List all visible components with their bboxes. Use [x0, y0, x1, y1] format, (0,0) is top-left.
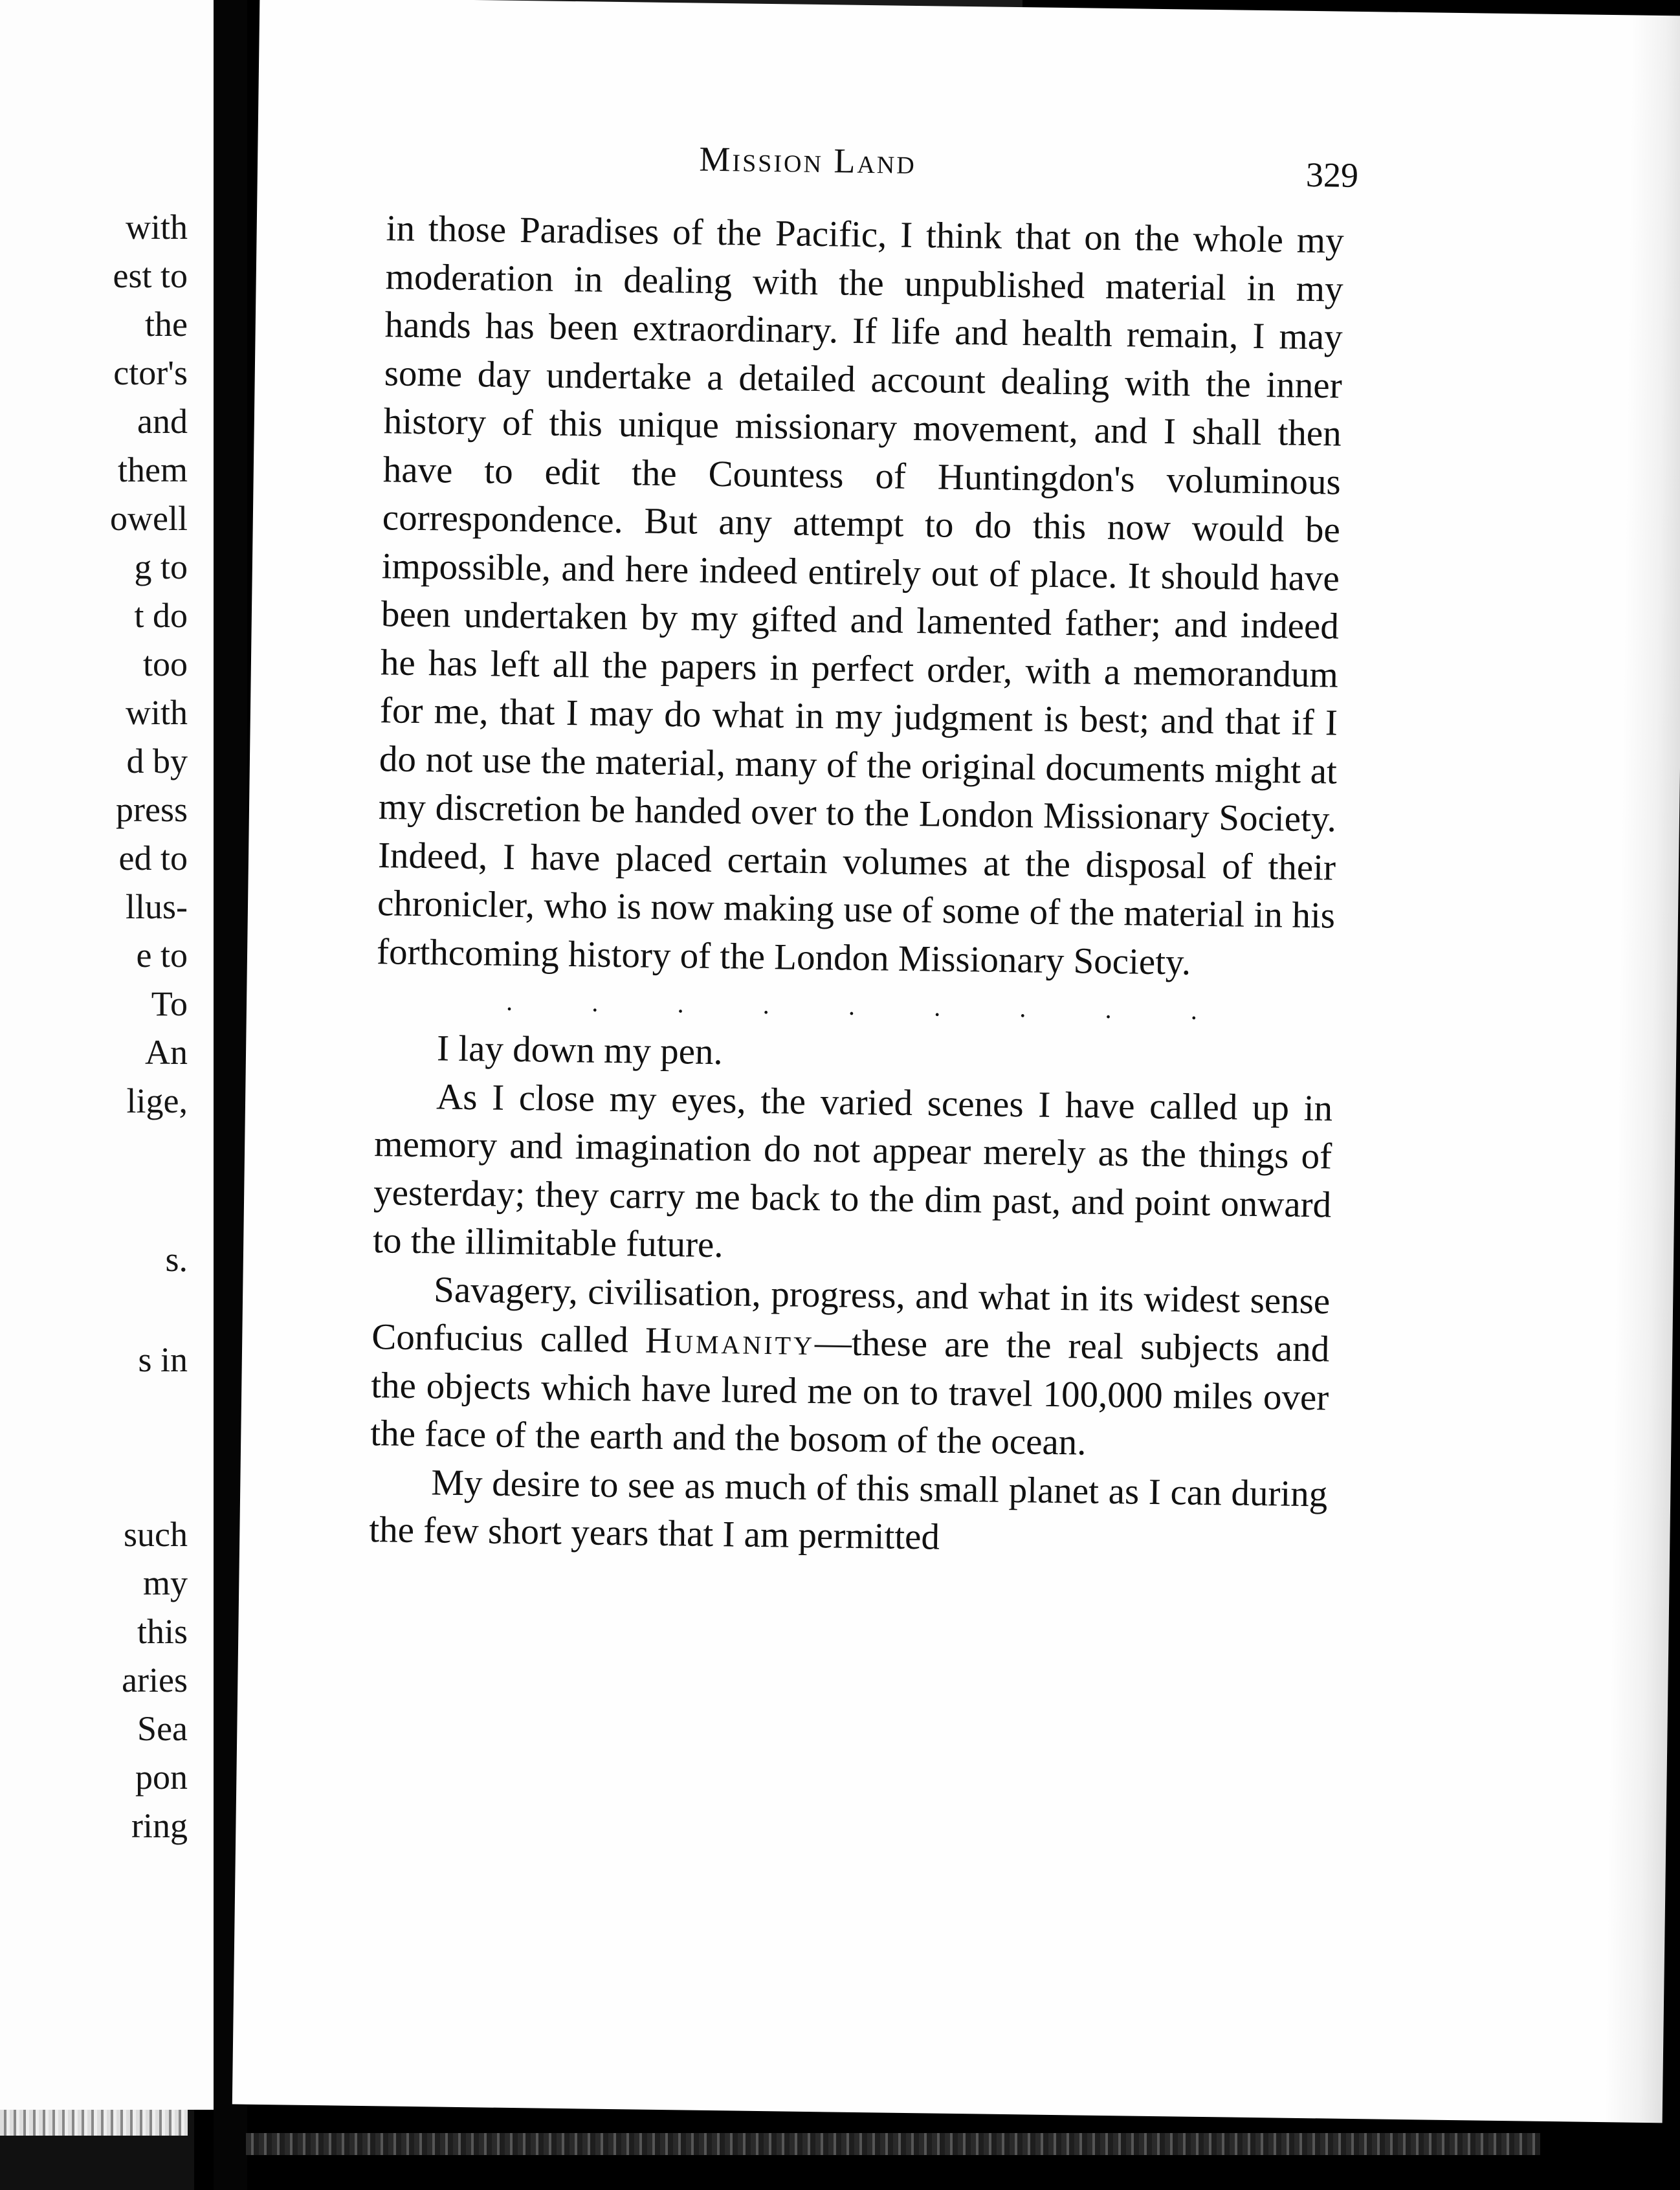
ornament-dot: . — [1019, 993, 1026, 1023]
left-page-fragment: too — [142, 645, 188, 683]
left-page-edge — [0, 2110, 194, 2190]
left-page-fragment: press — [116, 790, 188, 829]
left-page-fragment: them — [118, 450, 188, 489]
ornament-dot: . — [677, 989, 684, 1019]
left-page-fragment: ring — [131, 1806, 188, 1845]
page-shadow — [1604, 15, 1680, 2123]
left-page-fragment: with — [125, 208, 188, 247]
paragraph-text: Savagery, civilisation, progress, and what in its widest sense Confucius called — [371, 1268, 1331, 1361]
bottom-page-edge — [246, 2133, 1540, 2155]
left-page-fragment: lige, — [126, 1081, 188, 1120]
left-page-fragment: llus- — [125, 887, 188, 926]
worn-page-edge — [0, 2110, 188, 2136]
left-page-fragment: the — [145, 305, 188, 344]
ornament-dot: . — [848, 991, 856, 1021]
left-page-fragment: Sea — [137, 1709, 188, 1748]
left-page-fragment: e to — [136, 936, 188, 975]
left-page-fragment: with — [125, 693, 188, 732]
ornament-dot: . — [1105, 994, 1112, 1024]
left-page-fragment: est to — [113, 256, 188, 295]
ornament-dot: . — [933, 992, 941, 1022]
ornament-dot: . — [505, 986, 513, 1016]
ornament-dot: . — [1190, 995, 1198, 1025]
body-text — [369, 205, 1344, 1567]
paragraph: As I close my eyes, the varied scenes I have called up in memory and imagination do not appear merely as the things of yesterday; they carry me back to the dim past, and point onward to the illimitable future. — [372, 1076, 1333, 1266]
left-page-fragment: t do — [134, 596, 188, 635]
left-page-fragment: this — [137, 1612, 188, 1651]
paragraph: My desire to see as much of this small planet as I can during the few short years that I am permitted — [369, 1461, 1328, 1558]
left-page-fragment: such — [124, 1515, 188, 1554]
left-page-fragment: aries — [122, 1661, 188, 1699]
emphasis-smallcaps: Humanity — [645, 1320, 815, 1364]
ornament-dot: . — [591, 988, 599, 1017]
left-facing-page — [0, 0, 214, 2110]
left-page-fragment: d by — [126, 742, 188, 780]
left-page-fragment: and — [137, 402, 188, 441]
left-page-fragment: s. — [165, 1240, 188, 1279]
right-page — [232, 0, 1680, 2123]
left-page-fragment: ed to — [118, 839, 188, 878]
left-page-fragment: owell — [110, 499, 188, 538]
left-page-fragment: g to — [134, 548, 188, 586]
running-head: Mission Land — [699, 139, 917, 181]
left-page-fragment: An — [145, 1033, 188, 1072]
ornament-dot: . — [762, 990, 770, 1020]
page-number: 329 — [1305, 155, 1359, 195]
left-page-fragment: my — [142, 1564, 188, 1602]
left-page-fragment: pon — [135, 1758, 188, 1797]
paragraph: I lay down my pen. — [436, 1028, 724, 1073]
left-page-fragment: To — [151, 984, 188, 1023]
paragraph: in those Paradises of the Pacific, I think that on the whole my moderation in dealing with the unpublished material in my hands has been extraordinary. If life and health remain, I may some day undertake a detailed account dealing with the inner history of this unique missionary movement, and I shall then have to edit the Countess of Huntingdon's voluminous correspondence. But any attempt to do this now would be impossible, and here indeed entirely out of place. It should have been undertaken by my gifted and lamented father; and indeed he has left all the papers in perfect order, with a memorandum for me, that I may do what in my judgment is best; and that if I do not use the material, many of the original documents might at my discretion be handed over to the London Missionary Society. Indeed, I have placed certain volumes at the disposal of their chronicler, who is now making use of some of the material in his forthcoming history of the London Missionary Society. — [376, 208, 1345, 983]
left-page-fragment: ctor's — [113, 353, 188, 392]
left-page-fragment: s in — [138, 1340, 188, 1379]
paragraph-text: —these are the real subjects and the objects which have lured me on to travel 100,000 miles over the face of the earth and the bosom of the ocean. — [370, 1322, 1330, 1463]
paragraph — [370, 1265, 1331, 1470]
